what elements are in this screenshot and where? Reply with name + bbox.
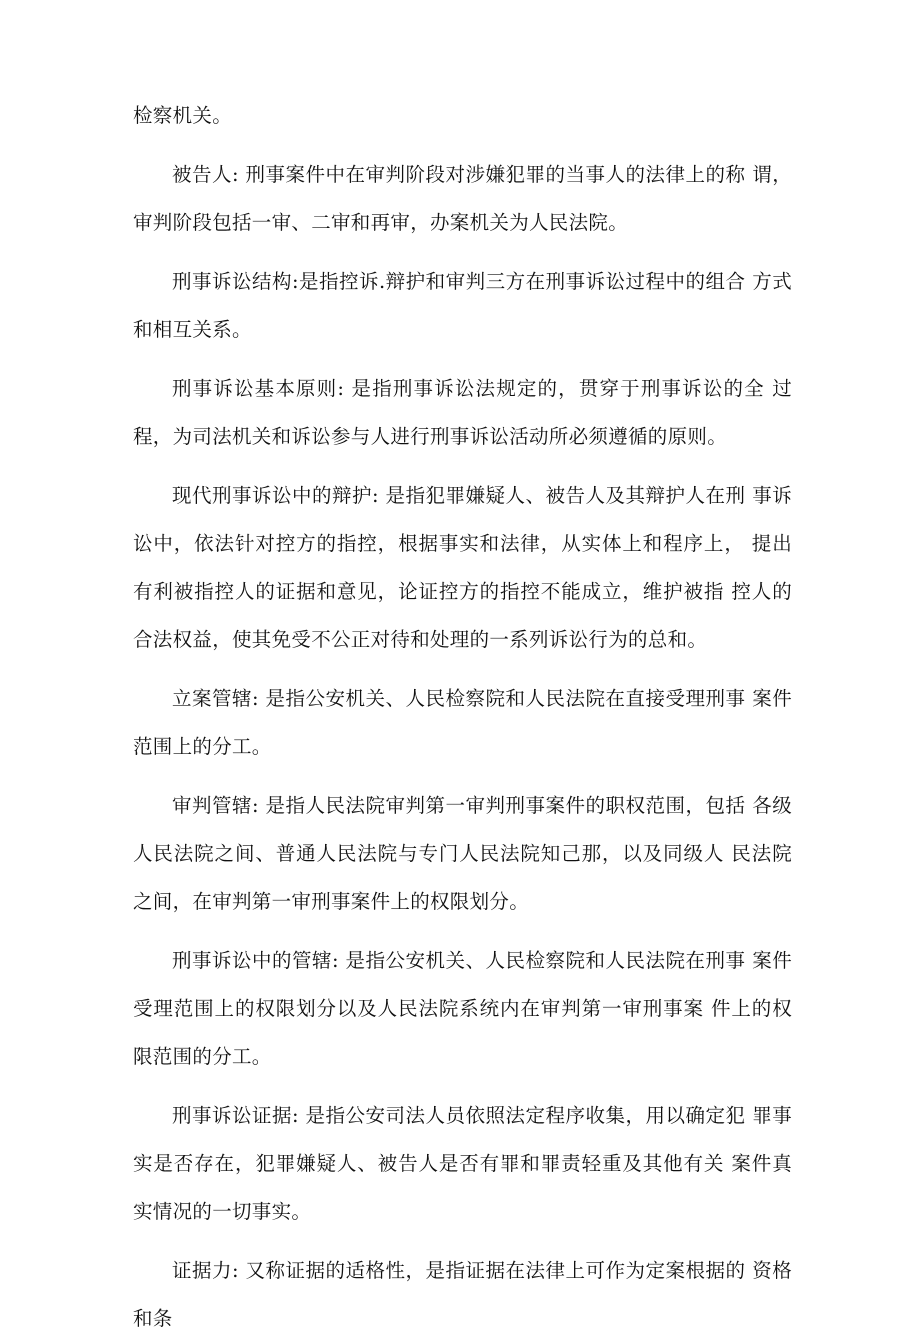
paragraph-continuation: 检察机关。 — [133, 104, 233, 127]
paragraph-filing-jurisdiction: 立案管辖: 是指公安机关、人民检察院和人民法院在直接受理刑事 案件范围上的分工。 — [133, 687, 792, 758]
paragraph-jurisdiction: 刑事诉讼中的管辖: 是指公安机关、人民检察院和人民法院在刑事 案件受理范围上的权限划分以及人民法院系统内在审判第一审刑事案 件上的权限范围的分工。 — [133, 949, 792, 1068]
paragraph-trial-jurisdiction: 审判管辖: 是指人民法院审判第一审判刑事案件的职权范围，包括 各级人民法院之间、普通人民法院与专门人民法院知己那，以及同级人 民法院之间，在审判第一审刑事案件上的权限划分。 — [133, 794, 792, 913]
paragraph-defense: 现代刑事诉讼中的辩护: 是指犯罪嫌疑人、被告人及其辩护人在刑 事诉讼中，依法针对控方的指控，根据事实和法律，从实体上和程序上， 提出有利被指控人的证据和意见，论证控方的指控不能成立，维护被指 控人的合法权益，使其免受不公正对待和处理的一系列诉讼行为的总和。 — [133, 484, 792, 651]
paragraph-litigation-structure: 刑事诉讼结构:是指控诉.辩护和审判三方在刑事诉讼过程中的组合 方式和相互关系。 — [133, 270, 792, 341]
paragraph-evidence-power: 证据力: 又称证据的适格性，是指证据在法律上可作为定案根据的 资格和条 — [133, 1259, 792, 1330]
paragraph-basic-principles: 刑事诉讼基本原则: 是指刑事诉讼法规定的，贯穿于刑事诉讼的全 过程，为司法机关和诉讼参与人进行刑事诉讼活动所必须遵循的原则。 — [133, 377, 792, 448]
paragraph-evidence: 刑事诉讼证据: 是指公安司法人员依照法定程序收集，用以确定犯 罪事实是否存在，犯罪嫌疑人、被告人是否有罪和罪责轻重及其他有关 案件真实情况的一切事实。 — [133, 1104, 792, 1223]
paragraph-defendant: 被告人: 刑事案件中在审判阶段对涉嫌犯罪的当事人的法律上的称 谓，审判阶段包括一审、二审和再审，办案机关为人民法院。 — [133, 163, 792, 234]
